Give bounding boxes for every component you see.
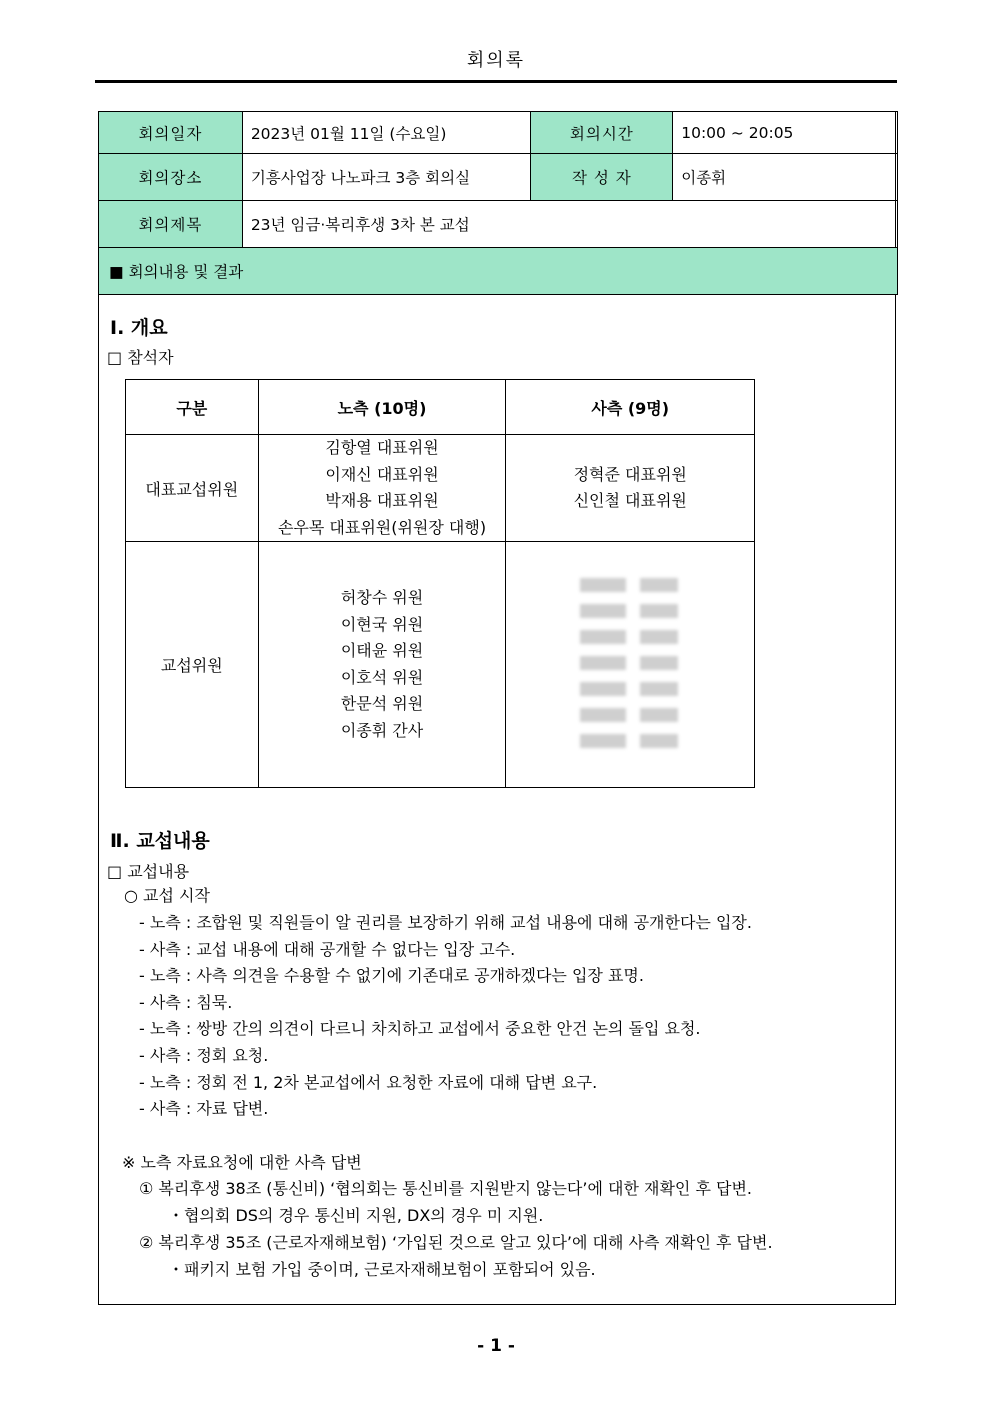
section-bar: ■ 회의내용 및 결과 (99, 248, 898, 295)
list-item: 이태윤 위원 (340, 641, 424, 660)
list-item: 이재신 대표위원 (325, 464, 439, 484)
document-title: 회의록 (466, 50, 526, 71)
attendees-table (125, 379, 755, 788)
list-item: 이현국 위원 (340, 614, 424, 634)
note-subitem: ・패키지 보험 가입 중이며, 근로자재해보험이 포함되어 있음. (168, 1260, 596, 1279)
meeting-info-table (98, 111, 898, 295)
list-item: 손우목 대표위원(위원장 대행) (277, 517, 487, 537)
subject-label: 회의제목 (99, 201, 243, 248)
list-item: 정혁준 대표위원 (573, 464, 687, 484)
rep-row-label: 대표교섭위원 (126, 435, 259, 542)
col-header-category: 구분 (126, 380, 259, 435)
date-value: 2023년 01월 11일 (수요일) (242, 112, 531, 154)
note-item: ② 복리후생 35조 (근로자재해보험) ‘가입된 것으로 알고 있다’에 대해 사측 재확인 후 답변. (139, 1233, 773, 1252)
negotiation-subheading: □ 교섭내용 (107, 862, 190, 881)
negotiation-lines (139, 910, 752, 1123)
list-item: - 사측 : 교섭 내용에 대해 공개할 수 없다는 입장 고수. (139, 939, 516, 959)
list-item: 박재용 대표위원 (325, 491, 439, 510)
list-item: 허창수 위원 (340, 588, 424, 607)
list-item: 신인철 대표위원 (573, 491, 687, 510)
bullet-start: ○ 교섭 시작 (124, 886, 210, 905)
time-value: 10:00 ~ 20:05 (673, 112, 898, 154)
note-title: ※ 노측 자료요청에 대한 사측 답변 (122, 1153, 362, 1172)
list-item: 한문석 위원 (340, 694, 424, 713)
place-value: 기흥사업장 나노파크 3층 회의실 (242, 154, 531, 201)
col-header-management: 사측 (9명) (506, 380, 755, 435)
attendees-subheading: □ 참석자 (107, 348, 174, 367)
list-item: - 노측 : 정회 전 1, 2차 본교섭에서 요청한 자료에 대해 답변 요구. (139, 1072, 598, 1092)
note-item: ① 복리후생 38조 (통신비) ‘협의회는 통신비를 지원받지 않는다’에 대한 재확인 후 답변. (139, 1179, 752, 1198)
list-item: 이호석 위원 (340, 667, 424, 687)
redacted-names-image (580, 568, 680, 758)
title-rule (95, 80, 897, 83)
author-label: 작 성 자 (531, 154, 673, 201)
date-label: 회의일자 (99, 112, 243, 154)
list-item: - 노측 : 조합원 및 직원들이 알 권리를 보장하기 위해 교섭 내용에 대해 공개한다는 입장. (139, 913, 752, 932)
col-header-labor: 노측 (10명) (258, 380, 506, 435)
list-item: 김항열 대표위원 (325, 438, 439, 457)
list-item: - 사측 : 침묵. (139, 992, 233, 1012)
rep-management-cell (506, 435, 755, 542)
list-item: - 노측 : 쌍방 간의 의견이 다르니 차치하고 교섭에서 중요한 안건 논의 돌입 요청. (139, 1019, 701, 1039)
page-number: - 1 - (477, 1336, 515, 1356)
list-item: - 사측 : 자료 답변. (139, 1099, 269, 1119)
member-management-cell (506, 542, 755, 788)
author-value: 이종휘 (673, 154, 898, 201)
list-item: 이종휘 간사 (340, 720, 424, 740)
place-label: 회의장소 (99, 154, 243, 201)
section1-heading: Ⅰ. 개요 (110, 317, 168, 339)
member-labor-cell (258, 542, 506, 788)
subject-value: 23년 임금·복리후생 3차 본 교섭 (242, 201, 897, 248)
member-row-label: 교섭위원 (126, 542, 259, 788)
time-label: 회의시간 (531, 112, 673, 154)
list-item: - 노측 : 사측 의견을 수용할 수 없기에 기존대로 공개하겠다는 입장 표명. (139, 966, 644, 986)
section2-heading: Ⅱ. 교섭내용 (110, 830, 210, 852)
rep-labor-cell (258, 435, 506, 542)
note-subitem: ・협의회 DS의 경우 통신비 지원, DX의 경우 미 지원. (168, 1206, 544, 1225)
list-item: - 사측 : 정회 요청. (139, 1045, 269, 1065)
